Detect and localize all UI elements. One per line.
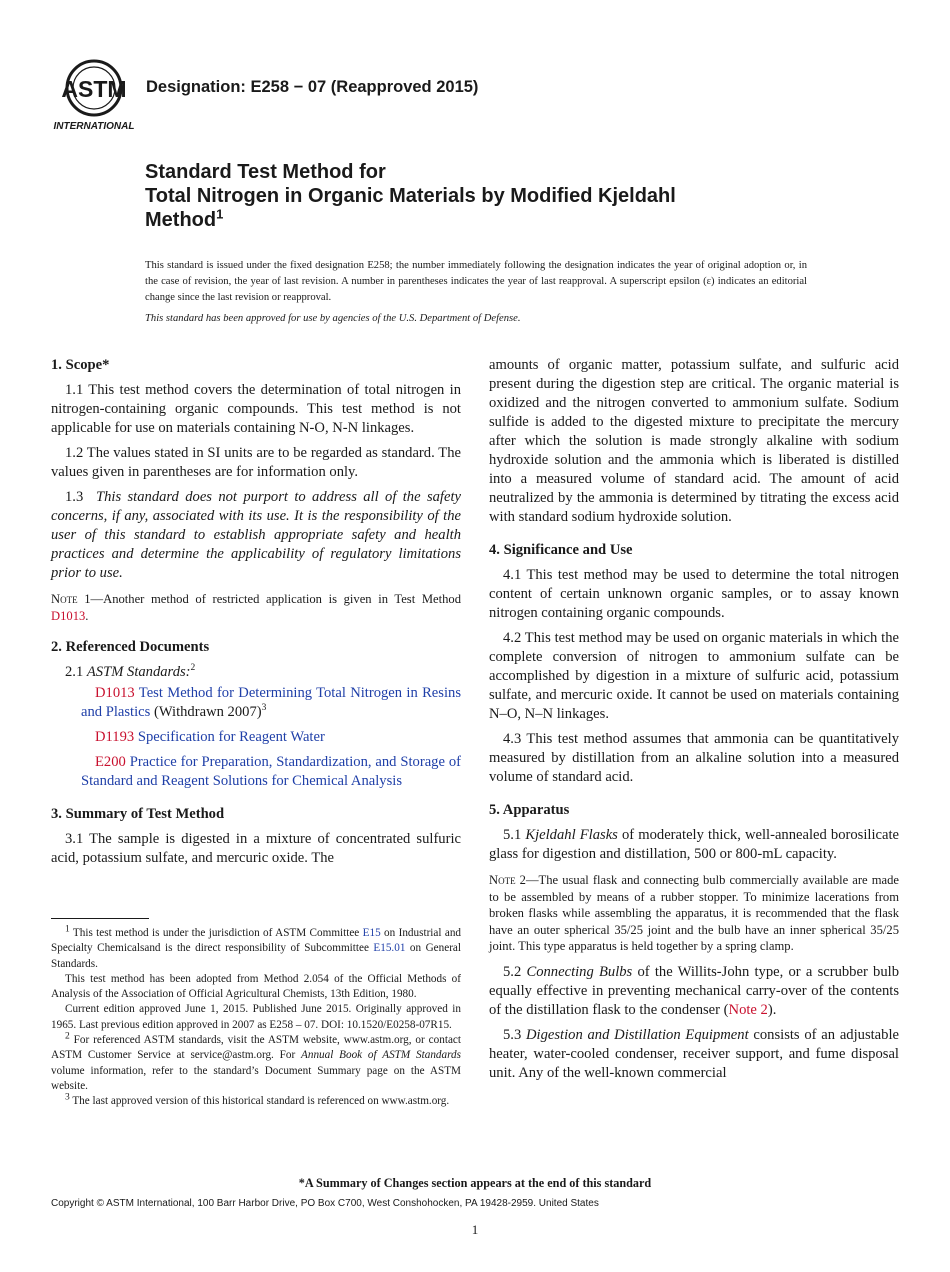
left-column xyxy=(51,356,461,874)
footnotes xyxy=(51,926,461,1110)
section-heading-apparatus: 5. Apparatus xyxy=(489,802,570,818)
footnote-3: $^3$ The last approved version of this historical standard is referenced on www.astm.org. xyxy=(65,1092,450,1108)
section-heading-summary: 3. Summary of Test Method xyxy=(51,806,225,822)
paragraph-5-1: 5.1 Kjeldahl Flasks of moderately thick, well-annealed borosilicate glass for digestion and distillation, 500 or 800-mL capacity. xyxy=(489,827,899,862)
subcommittee-link[interactable]: E15.01 xyxy=(373,942,406,955)
issuance-statement: This standard is issued under the fixed designation E258; the number immediately following the designation indicates the year of original adoption or, in the case of revision, the year of last revision. A number in parentheses indicates the year of last reapproval. A superscript epsilon (ε) indicates an editorial change since the last revision or reapproval. xyxy=(145,260,807,303)
logo-subtext: INTERNATIONAL xyxy=(53,121,135,132)
reference-item: D1013 Test Method for Determining Total Nitrogen in Resins and Plastics (Withdrawn 2007)$^3$ xyxy=(81,685,461,720)
section-heading-significance: 4. Significance and Use xyxy=(489,542,633,558)
reference-code-link[interactable]: D1013 xyxy=(95,685,135,701)
footnote-1: $^1$ This test method is under the jurisdiction of ASTM Committee E15 on Industrial and Specialty Chemicalsand is the direct responsibility of Subcommittee E15.01 on General Standards. xyxy=(51,924,462,970)
title-line-3: Method$^1$ xyxy=(145,206,224,231)
reference-code-link[interactable]: D1193 xyxy=(95,729,135,745)
footnote-1-edition: Current edition approved June 1, 2015. Published June 2015. Originally approved in 1965. Last previous edition approved in 2007 as E258 – 07. DOI: 10.1520/E0258-07R15. xyxy=(51,1003,461,1031)
paragraph-3-1: 3.1 The sample is digested in a mixture of concentrated sulfuric acid, potassium sulfate, and mercuric oxide. The xyxy=(51,831,461,866)
reference-title-link[interactable]: Practice for Preparation, Standardization, and Storage of Standard and Reagent Solutions for Chemical Analysis xyxy=(81,754,461,789)
paragraph-5-2: 5.2 Connecting Bulbs of the Willits-John type, or a scrubber bulb equally effective in preventing mechanical carry-over of the contents of the distillation flask to the condenser (Note 2). xyxy=(489,963,899,1018)
footnote-1-adoption: This test method has been adopted from Method 2.054 of the Official Methods of Analysis of the Association of Official Agricultural Chemists, 13th Edition, 1980. xyxy=(51,972,461,1001)
reference-code-link[interactable]: E200 xyxy=(95,754,126,770)
reference-item xyxy=(51,728,461,747)
title-line-1: Standard Test Method for xyxy=(145,161,386,183)
paragraph-4-3: 4.3 This test method assumes that ammonia can be quantitatively measured by distillation from an alkaline solution into a measured volume of standard acid. xyxy=(489,731,899,785)
summary-of-changes-notice: *A Summary of Changes section appears at the end of this standard xyxy=(298,1176,652,1190)
note-1-ref-link[interactable]: D1013 xyxy=(51,608,86,623)
title-line-2: Total Nitrogen in Organic Materials by Modified Kjeldahl xyxy=(145,185,676,207)
paragraph-1-1: 1.1 This test method covers the determination of total nitrogen in nitrogen-containing organic compounds. This test method is not applicable for use on materials containing N-O, N-N linkages. xyxy=(51,382,461,436)
document-title xyxy=(145,160,905,232)
reference-title-link[interactable]: Test Method for Determining Total Nitrogen in Resins and Plastics xyxy=(81,685,461,720)
title-footnote-mark: 1 xyxy=(216,206,224,222)
page-number: 1 xyxy=(471,1222,479,1237)
footnote-2: $^2$ For referenced ASTM standards, visit the ASTM website, www.astm.org, or contact ASTM Customer Service at service@astm.org. For Annual Book of ASTM Standards volume information, refer to the standard’s Document Summary page on the ASTM website. xyxy=(51,1031,461,1092)
reference-item xyxy=(51,753,461,791)
right-column xyxy=(489,356,899,1089)
committee-link[interactable]: E15 xyxy=(362,927,381,939)
copyright-line: Copyright © ASTM International, 100 Barr Harbor Drive, PO Box C700, West Conshohocken, PA 19428-2959. United States xyxy=(51,1198,599,1209)
reference-title-link[interactable]: Specification for Reagent Water xyxy=(137,729,325,745)
logo-text: ASTM xyxy=(61,76,127,102)
paragraph-1-3: 1.3 This standard does not purport to address all of the safety concerns, if any, associated with its use. It is the responsibility of the user of this standard to establish appropriate safety and health practices and determine the applicability of regulatory limitations prior to use. xyxy=(51,489,461,581)
paragraph-2-1: 2.1 ASTM Standards:$^2$ xyxy=(65,663,196,680)
paragraph-1-2: 1.2 The values stated in SI units are to be regarded as standard. The values given in parentheses are for information only. xyxy=(51,445,461,480)
astm-logo xyxy=(52,58,136,134)
paragraph-3-1-continued: amounts of organic matter, potassium sulfate, and sulfuric acid present during the digestion step are critical. The organic material is oxidized and the nitrogen converted to ammonium sulfate. Sodium sulfide is added to the digested mixture to precipitate the mercury after which the solution is made strongly alkaline with sodium hydroxide solution and the ammonia which is liberated is distilled into a measured volume of standard acid. The amount of acid neutralized by the ammonia is determined by titrating the excess acid with standard sodium hydroxide solution. xyxy=(489,357,899,525)
paragraph-5-3: 5.3 Digestion and Distillation Equipment consists of an adjustable heater, water-cooled condenser, receiver support, and fume disposal unit. Any of the well-known commercial xyxy=(489,1026,899,1081)
designation: Designation: E258 − 07 (Reapproved 2015) xyxy=(146,78,479,96)
note-2: Note 2—The usual flask and connecting bulb commercially available are made to be assembled by means of a rubber stopper. To minimize lacerations from broken flasks while assembling the apparatus, it is recommended that the flask have an outer spherical 35/25 joint and the bulb have an inner spherical 35/25 joint. This type apparatus is held together by a spring clamp. xyxy=(489,873,899,953)
footnote-rule xyxy=(51,918,149,919)
paragraph-4-1: 4.1 This test method may be used to determine the total nitrogen content of certain unknown organic samples, or to assay known nitrogen containing organic compounds. xyxy=(489,567,899,621)
section-heading-scope: 1. Scope* xyxy=(51,357,110,373)
paragraph-4-2: 4.2 This test method may be used on organic materials in which the complete conversion of nitrogen to ammonium sulfate can be accomplished by digestion in a mixture of sulfuric acid, potassium sulfate, and mercuric oxide. It cannot be used on materials containing N–O, N–N linkages. xyxy=(489,630,899,722)
note-2-link[interactable]: Note 2 xyxy=(728,1001,768,1018)
section-heading-referenced-documents: 2. Referenced Documents xyxy=(51,639,210,655)
note-1: Note 1—Another method of restricted application is given in Test Method D1013. xyxy=(51,592,461,623)
dod-approval-statement: This standard has been approved for use by agencies of the U.S. Department of Defense. xyxy=(145,313,521,324)
